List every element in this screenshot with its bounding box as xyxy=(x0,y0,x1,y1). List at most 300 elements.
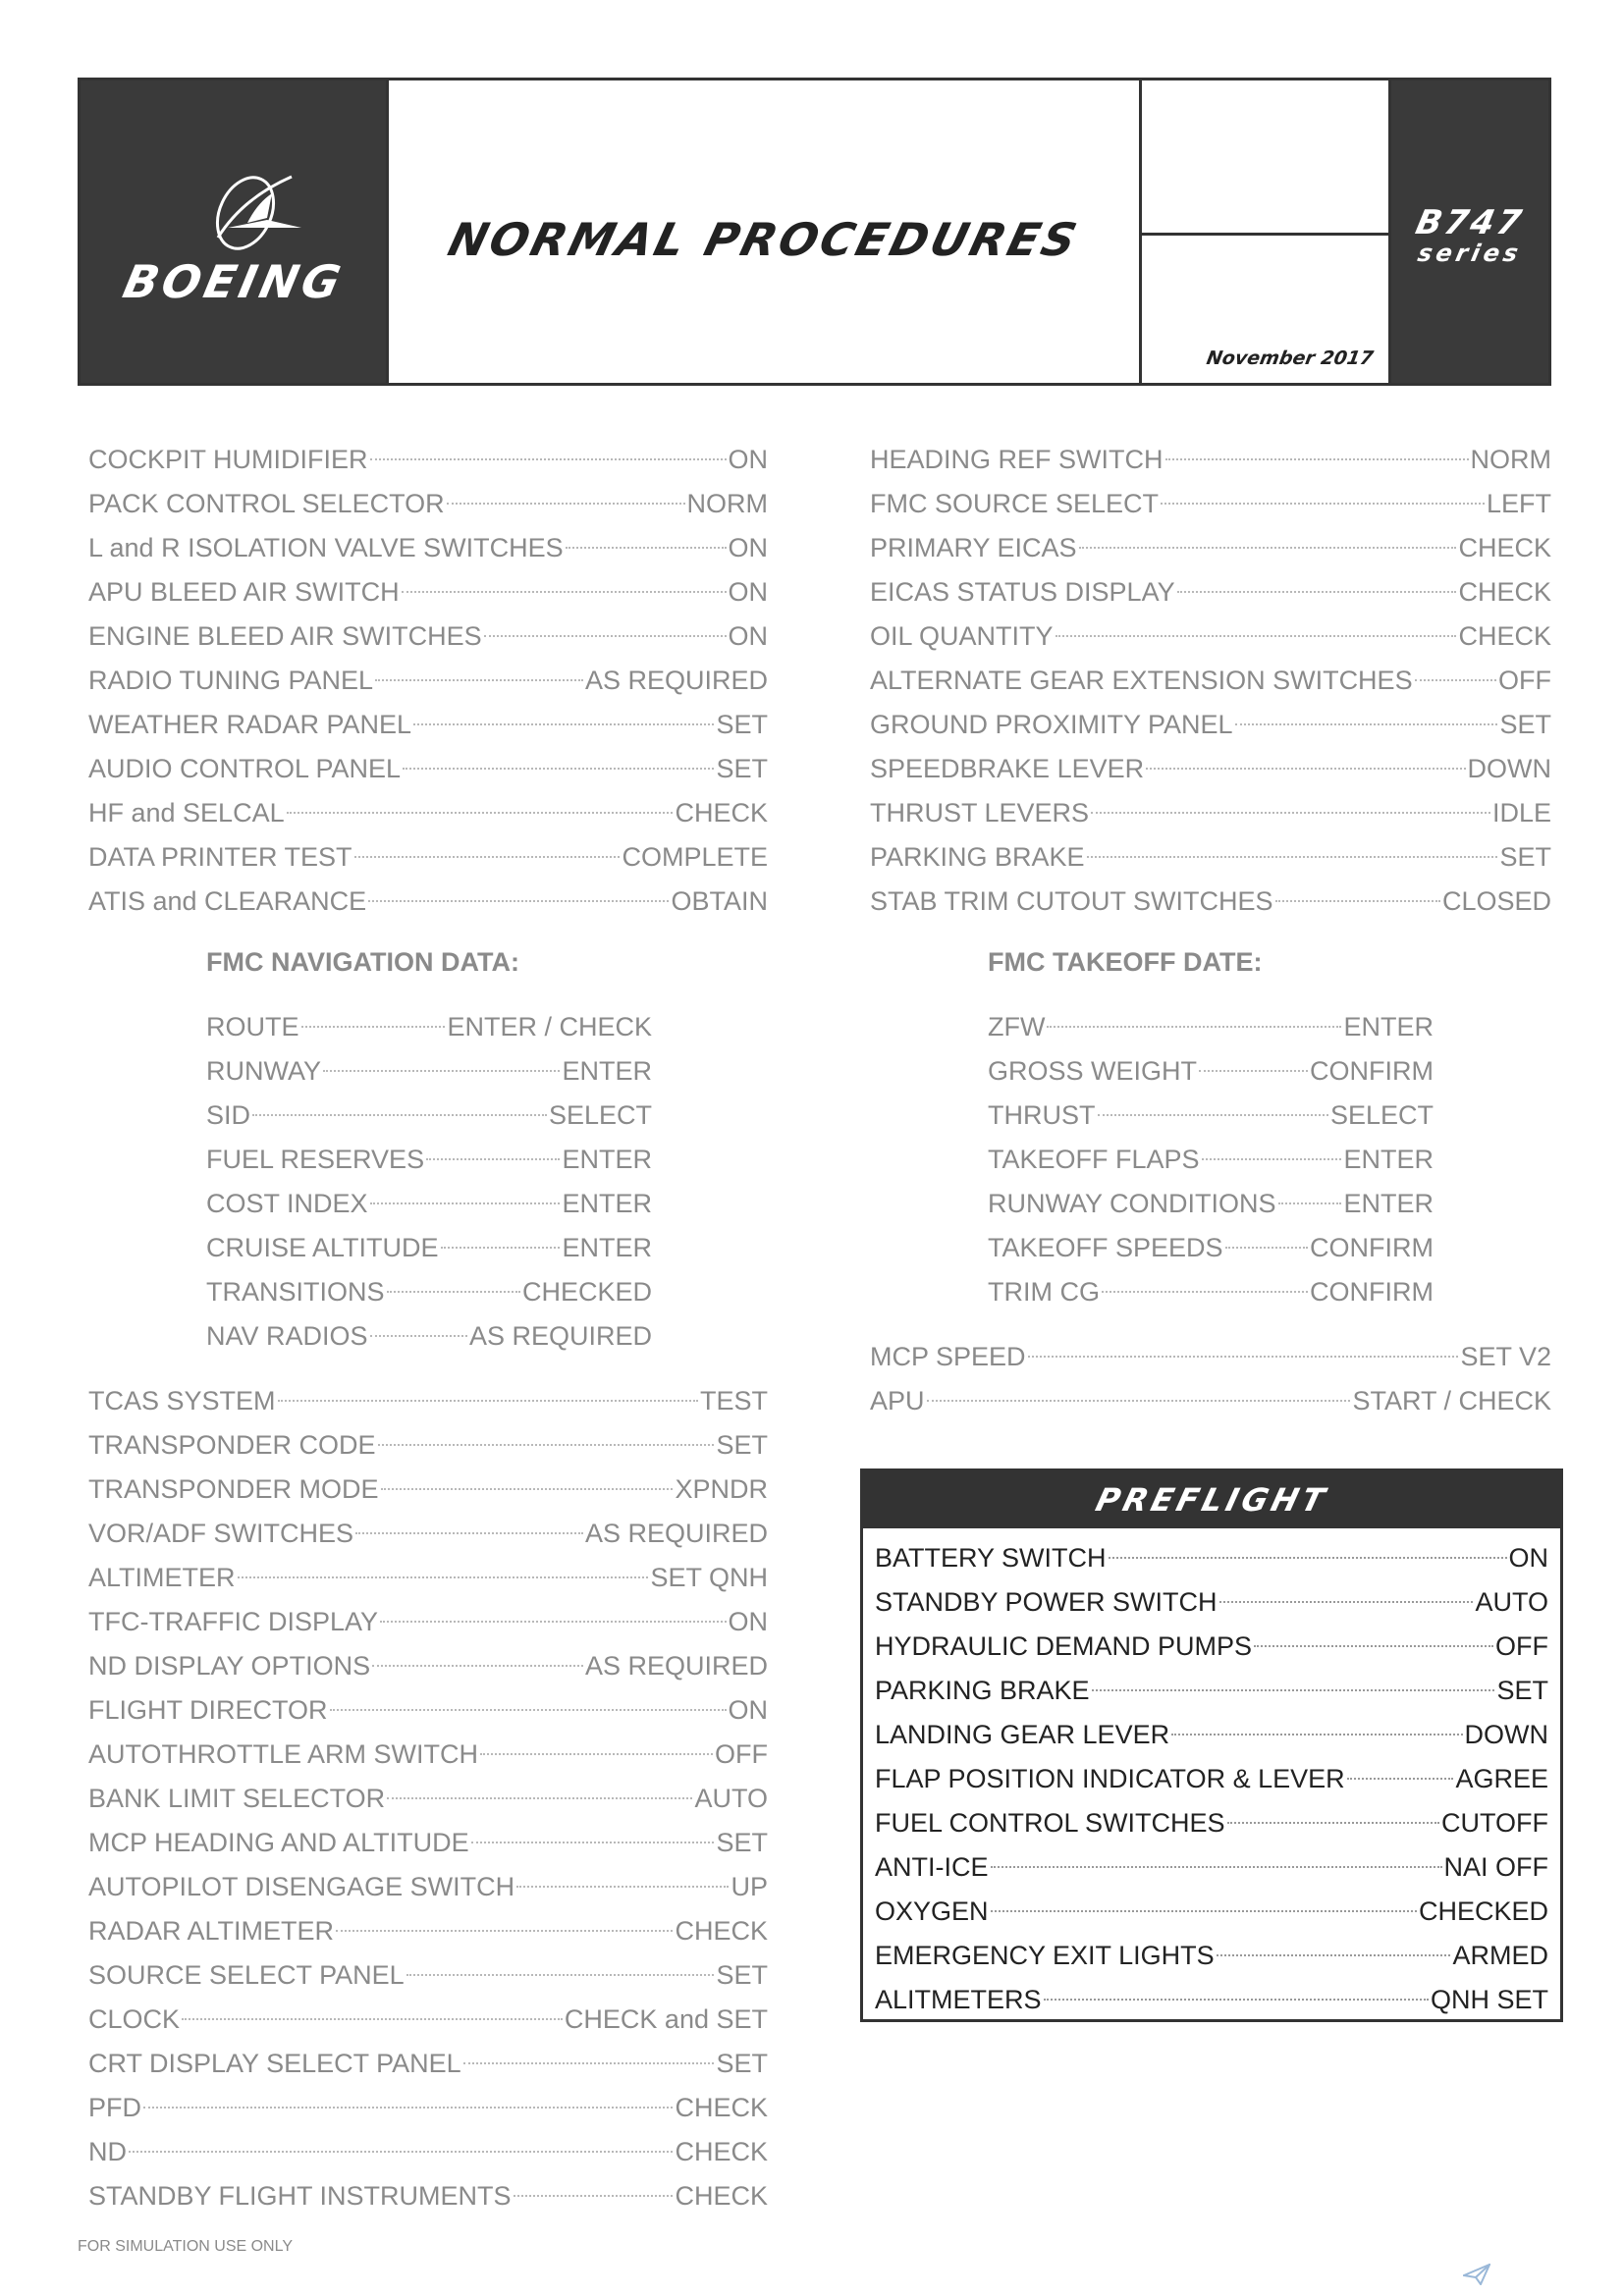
checklist-item-label: LANDING GEAR LEVER xyxy=(875,1720,1170,1749)
checklist-item-value: AUTO xyxy=(694,1784,768,1813)
leader-dots xyxy=(287,812,674,814)
checklist-row xyxy=(870,747,1551,791)
checklist-item-label: BATTERY SWITCH xyxy=(875,1543,1107,1573)
leader-dots xyxy=(1091,812,1490,814)
checklist-item-value: OFF xyxy=(1498,666,1551,695)
checklist-item-label: SID xyxy=(206,1100,251,1130)
paper-plane-icon xyxy=(1463,2264,1490,2285)
checklist-item-value: ENTER xyxy=(1343,1012,1434,1041)
leader-dots xyxy=(372,1665,583,1667)
checklist-item-label: GROSS WEIGHT xyxy=(988,1056,1198,1086)
checklist-item-value: ENTER xyxy=(562,1189,652,1218)
checklist-row xyxy=(875,1934,1548,1978)
checklist-row xyxy=(88,1953,768,1998)
checklist-item-label: PARKING BRAKE xyxy=(875,1676,1090,1705)
checklist-item-label: ROUTE xyxy=(206,1012,299,1041)
leader-dots xyxy=(375,679,583,681)
checklist-item-label: HF and SELCAL xyxy=(88,798,285,828)
checklist-row xyxy=(870,791,1551,835)
leader-dots xyxy=(927,1400,1351,1402)
leader-dots xyxy=(413,723,714,725)
checklist-item-value: ARMED xyxy=(1452,1941,1548,1970)
checklist-item-label: TAKEOFF FLAPS xyxy=(988,1145,1200,1174)
document-header xyxy=(78,78,1551,386)
leader-dots xyxy=(301,1026,446,1028)
checklist-row xyxy=(88,482,768,526)
checklist-item-value: ENTER xyxy=(562,1145,652,1174)
checklist-item-value: DOWN xyxy=(1464,1720,1548,1749)
checklist-item-value: CONFIRM xyxy=(1310,1233,1434,1262)
checklist-item-label: ALITMETERS xyxy=(875,1985,1042,2014)
checklist-item-value: QNH SET xyxy=(1430,1985,1548,2014)
checklist-row xyxy=(206,1314,652,1359)
checklist-item-value: OBTAIN xyxy=(671,886,768,916)
right-lower-checklist xyxy=(870,1335,1551,1423)
checklist-item-value: SELECT xyxy=(1329,1100,1434,1130)
checklist-item-value: CHECK xyxy=(1458,577,1551,607)
leader-dots xyxy=(1275,900,1440,902)
checklist-item-label: FUEL CONTROL SWITCHES xyxy=(875,1808,1225,1838)
leader-dots xyxy=(1087,856,1498,858)
checklist-row xyxy=(88,1379,768,1423)
leader-dots xyxy=(368,900,669,902)
checklist-item-value: SET xyxy=(716,754,768,783)
leader-dots xyxy=(1227,1822,1439,1824)
checklist-row xyxy=(88,1423,768,1468)
checklist-item-label: TRANSPONDER CODE xyxy=(88,1430,376,1460)
checklist-row xyxy=(88,1556,768,1600)
checklist-item-value: SELECT xyxy=(548,1100,652,1130)
checklist-item-label: CRUISE ALTITUDE xyxy=(206,1233,439,1262)
checklist-row xyxy=(88,1733,768,1777)
leader-dots xyxy=(336,1930,673,1932)
checklist-row xyxy=(870,438,1551,482)
checklist-item-value: ENTER / CHECK xyxy=(447,1012,652,1041)
checklist-item-label: APU xyxy=(870,1386,925,1415)
checklist-item-value: CHECK xyxy=(675,798,768,828)
checklist-item-label: SPEEDBRAKE LEVER xyxy=(870,754,1145,783)
checklist-item-label: DATA PRINTER TEST xyxy=(88,842,352,872)
checklist-row xyxy=(88,659,768,703)
left-lower-checklist xyxy=(88,1379,768,2218)
checklist-row xyxy=(88,747,768,791)
checklist-item-value: ON xyxy=(728,1607,768,1636)
checklist-row xyxy=(206,1138,652,1182)
leader-dots xyxy=(143,2107,673,2109)
checklist-row xyxy=(870,614,1551,659)
leader-dots xyxy=(403,768,714,770)
leader-dots xyxy=(355,1532,583,1534)
leader-dots xyxy=(1235,723,1498,725)
checklist-item-value: OFF xyxy=(715,1739,768,1769)
checklist-item-value: DOWN xyxy=(1467,754,1551,783)
checklist-item-value: XPNDR xyxy=(675,1474,768,1504)
checklist-item-label: EMERGENCY EXIT LIGHTS xyxy=(875,1941,1215,1970)
leader-dots xyxy=(1171,1734,1462,1735)
checklist-item-label: ALTERNATE GEAR EXTENSION SWITCHES xyxy=(870,666,1413,695)
checklist-row xyxy=(88,1512,768,1556)
checklist-item-value: TEST xyxy=(699,1386,768,1415)
checklist-item-label: PARKING BRAKE xyxy=(870,842,1085,872)
checklist-row xyxy=(870,1335,1551,1379)
leader-dots xyxy=(1278,1202,1342,1204)
checklist-item-label: L and R ISOLATION VALVE SWITCHES xyxy=(88,533,564,562)
checklist-item-value: CLOSED xyxy=(1441,886,1551,916)
leader-dots xyxy=(1254,1645,1493,1647)
checklist-item-value: SET xyxy=(1499,842,1551,872)
checklist-item-label: RUNWAY CONDITIONS xyxy=(988,1189,1276,1218)
checklist-item-label: COCKPIT HUMIDIFIER xyxy=(88,445,368,474)
checklist-item-label: GROUND PROXIMITY PANEL xyxy=(870,710,1233,739)
checklist-item-label: FMC SOURCE SELECT xyxy=(870,489,1160,518)
leader-dots xyxy=(402,591,727,593)
checklist-item-label: VOR/ADF SWITCHES xyxy=(88,1519,354,1548)
leader-dots xyxy=(370,1202,561,1204)
checklist-item-label: NAV RADIOS xyxy=(206,1321,368,1351)
checklist-row xyxy=(875,1845,1548,1890)
checklist-item-label: THRUST LEVERS xyxy=(870,798,1090,828)
checklist-row xyxy=(88,1821,768,1865)
checklist-item-label: EICAS STATUS DISPLAY xyxy=(870,577,1175,607)
checklist-item-label: COST INDEX xyxy=(206,1189,368,1218)
leader-dots xyxy=(330,1709,727,1711)
checklist-item-label: FLIGHT DIRECTOR xyxy=(88,1695,328,1725)
checklist-row xyxy=(88,526,768,570)
leader-dots xyxy=(516,1886,729,1888)
checklist-item-label: WEATHER RADAR PANEL xyxy=(88,710,412,739)
checklist-row xyxy=(88,1777,768,1821)
leader-dots xyxy=(387,1797,692,1799)
checklist-item-value: NAI OFF xyxy=(1443,1852,1548,1882)
leader-dots xyxy=(1161,503,1485,505)
checklist-item-value: AS REQUIRED xyxy=(584,1519,768,1548)
leader-dots xyxy=(1102,1291,1308,1293)
checklist-item-value: CHECK xyxy=(675,2137,768,2166)
checklist-item-value: SET V2 xyxy=(1460,1342,1551,1371)
checklist-item-value: CHECK xyxy=(1458,533,1551,562)
checklist-item-value: SET xyxy=(716,1430,768,1460)
checklist-row xyxy=(88,1468,768,1512)
checklist-row xyxy=(206,1182,652,1226)
checklist-row xyxy=(988,1005,1434,1049)
checklist-item-value: CHECK xyxy=(675,1916,768,1946)
leader-dots xyxy=(323,1070,560,1072)
checklist-item-label: MCP HEADING AND ALTITUDE xyxy=(88,1828,469,1857)
checklist-item-value: AUTO xyxy=(1475,1587,1548,1617)
leader-dots xyxy=(182,2018,563,2020)
leader-dots xyxy=(1202,1158,1342,1160)
leader-dots xyxy=(1044,1999,1429,2001)
checklist-item-label: APU BLEED AIR SWITCH xyxy=(88,577,400,607)
checklist-item-label: SOURCE SELECT PANEL xyxy=(88,1960,405,1990)
fmc-takeoff-checklist xyxy=(988,1005,1434,1314)
checklist-item-value: UP xyxy=(731,1872,768,1901)
checklist-item-value: ON xyxy=(1508,1543,1548,1573)
model-panel xyxy=(1391,80,1548,383)
checklist-item-value: IDLE xyxy=(1491,798,1551,828)
leader-dots xyxy=(1177,591,1457,593)
checklist-item-label: HYDRAULIC DEMAND PUMPS xyxy=(875,1631,1253,1661)
checklist-row xyxy=(88,1688,768,1733)
checklist-row xyxy=(206,1049,652,1094)
checklist-row xyxy=(88,880,768,924)
checklist-item-label: TFC-TRAFFIC DISPLAY xyxy=(88,1607,379,1636)
checklist-item-value: ON xyxy=(728,621,768,651)
leader-dots xyxy=(471,1842,715,1843)
brand-wordmark: BOEING xyxy=(118,255,350,308)
leader-dots xyxy=(991,1866,1442,1868)
checklist-item-label: OXYGEN xyxy=(875,1896,989,1926)
boeing-logo-panel xyxy=(81,80,389,383)
checklist-row xyxy=(988,1138,1434,1182)
checklist-item-label: TRANSITIONS xyxy=(206,1277,385,1307)
leader-dots xyxy=(406,1974,715,1976)
checklist-row xyxy=(88,1644,768,1688)
checklist-item-value: NORM xyxy=(686,489,768,518)
checklist-item-label: ENGINE BLEED AIR SWITCHES xyxy=(88,621,482,651)
checklist-item-value: START / CHECK xyxy=(1352,1386,1551,1415)
checklist-row xyxy=(88,614,768,659)
revision-date: November 2017 xyxy=(1204,347,1375,369)
checklist-row xyxy=(988,1270,1434,1314)
checklist-row xyxy=(988,1226,1434,1270)
checklist-item-label: ZFW xyxy=(988,1012,1046,1041)
title-panel xyxy=(389,80,1142,383)
leader-dots xyxy=(1165,458,1469,460)
checklist-item-label: STANDBY POWER SWITCH xyxy=(875,1587,1218,1617)
checklist-row xyxy=(88,791,768,835)
checklist-item-value: CUTOFF xyxy=(1441,1808,1548,1838)
checklist-item-label: ND DISPLAY OPTIONS xyxy=(88,1651,371,1681)
checklist-row xyxy=(88,2042,768,2086)
leader-dots xyxy=(1098,1114,1328,1116)
checklist-item-value: ENTER xyxy=(562,1056,652,1086)
checklist-row xyxy=(88,1998,768,2042)
leader-dots xyxy=(447,503,685,505)
leader-dots xyxy=(991,1910,1417,1912)
checklist-item-label: THRUST xyxy=(988,1100,1096,1130)
checklist-item-value: SET xyxy=(1496,1676,1548,1705)
checklist-row xyxy=(88,1909,768,1953)
checklist-row xyxy=(988,1049,1434,1094)
checklist-item-value: SET xyxy=(716,1960,768,1990)
checklist-item-label: AUDIO CONTROL PANEL xyxy=(88,754,402,783)
checklist-row xyxy=(870,1379,1551,1423)
checklist-item-label: AUTOPILOT DISENGAGE SWITCH xyxy=(88,1872,515,1901)
checklist-item-label: AUTOTHROTTLE ARM SWITCH xyxy=(88,1739,479,1769)
leader-dots xyxy=(463,2062,715,2064)
checklist-row xyxy=(875,1757,1548,1801)
checklist-item-value: ENTER xyxy=(562,1233,652,1262)
checklist-item-value: AS REQUIRED xyxy=(468,1321,652,1351)
checklist-item-value: CONFIRM xyxy=(1310,1277,1434,1307)
checklist-row xyxy=(88,1600,768,1644)
checklist-item-value: SET xyxy=(716,1828,768,1857)
leader-dots xyxy=(484,635,727,637)
checklist-item-value: CHECK xyxy=(675,2093,768,2122)
preflight-title: PREFLIGHT xyxy=(1091,1481,1332,1519)
preflight-header xyxy=(863,1471,1560,1528)
checklist-item-value: CHECKED xyxy=(1418,1896,1548,1926)
leader-dots xyxy=(1199,1070,1308,1072)
checklist-item-value: ON xyxy=(728,533,768,562)
checklist-item-value: SET xyxy=(1499,710,1551,739)
preflight-checklist xyxy=(875,1536,1548,2022)
checklist-row xyxy=(875,1625,1548,1669)
checklist-item-value: CHECK and SET xyxy=(564,2004,768,2034)
footer-note: FOR SIMULATION USE ONLY xyxy=(78,2238,293,2255)
checklist-item-value: LEFT xyxy=(1486,489,1551,518)
checklist-item-value: CHECKED xyxy=(521,1277,652,1307)
leader-dots xyxy=(1092,1689,1495,1691)
checklist-row xyxy=(870,659,1551,703)
checklist-item-label: RADAR ALTIMETER xyxy=(88,1916,335,1946)
checklist-item-value: AGREE xyxy=(1455,1764,1548,1793)
checklist-item-value: CONFIRM xyxy=(1310,1056,1434,1086)
leader-dots xyxy=(1347,1778,1454,1780)
leader-dots xyxy=(1028,1356,1459,1358)
leader-dots xyxy=(1079,547,1457,549)
checklist-row xyxy=(88,2130,768,2174)
checklist-item-value: ON xyxy=(728,577,768,607)
checklist-item-value: CHECK xyxy=(675,2181,768,2211)
checklist-item-value: AS REQUIRED xyxy=(584,1651,768,1681)
checklist-item-value: SET xyxy=(716,2049,768,2078)
checklist-row xyxy=(875,1669,1548,1713)
checklist-row xyxy=(875,1536,1548,1580)
checklist-item-value: SET QNH xyxy=(650,1563,768,1592)
checklist-item-label: FUEL RESERVES xyxy=(206,1145,425,1174)
checklist-item-label: OIL QUANTITY xyxy=(870,621,1054,651)
leader-dots xyxy=(370,458,727,460)
checklist-item-label: RADIO TUNING PANEL xyxy=(88,666,374,695)
checklist-row xyxy=(206,1005,652,1049)
fmc-navigation-title: FMC NAVIGATION DATA: xyxy=(206,947,519,977)
checklist-item-label: ATIS and CLEARANCE xyxy=(88,886,367,916)
checklist-item-label: PFD xyxy=(88,2093,141,2122)
checklist-row xyxy=(988,1182,1434,1226)
checklist-item-value: ON xyxy=(728,1695,768,1725)
date-panel-divider xyxy=(1142,233,1388,236)
checklist-item-label: ND xyxy=(88,2137,127,2166)
checklist-item-label: TRIM CG xyxy=(988,1277,1100,1307)
checklist-row xyxy=(88,835,768,880)
fmc-takeoff-title: FMC TAKEOFF DATE: xyxy=(988,947,1263,977)
preflight-box xyxy=(860,1468,1563,2022)
checklist-item-label: ALTIMETER xyxy=(88,1563,236,1592)
leader-dots xyxy=(1056,635,1457,637)
date-panel xyxy=(1142,80,1391,383)
leader-dots xyxy=(1217,1954,1451,1956)
checklist-item-label: STAB TRIM CUTOUT SWITCHES xyxy=(870,886,1273,916)
leader-dots xyxy=(381,1488,674,1490)
leader-dots xyxy=(1146,768,1465,770)
leader-dots xyxy=(480,1753,713,1755)
checklist-row xyxy=(206,1270,652,1314)
checklist-item-value: ENTER xyxy=(1343,1189,1434,1218)
checklist-item-label: TRANSPONDER MODE xyxy=(88,1474,379,1504)
checklist-row xyxy=(88,2086,768,2130)
checklist-row xyxy=(88,2174,768,2218)
leader-dots xyxy=(514,2195,674,2197)
checklist-row xyxy=(875,1890,1548,1934)
leader-dots xyxy=(278,1400,698,1402)
checklist-item-label: ANTI-ICE xyxy=(875,1852,989,1882)
checklist-row xyxy=(875,1580,1548,1625)
checklist-item-label: FLAP POSITION INDICATOR & LEVER xyxy=(875,1764,1345,1793)
checklist-item-label: CRT DISPLAY SELECT PANEL xyxy=(88,2049,461,2078)
checklist-row xyxy=(88,1865,768,1909)
checklist-row xyxy=(88,570,768,614)
leader-dots xyxy=(1415,679,1496,681)
checklist-item-value: CHECK xyxy=(1458,621,1551,651)
checklist-row xyxy=(870,835,1551,880)
leader-dots xyxy=(370,1335,467,1337)
leader-dots xyxy=(1225,1247,1308,1249)
checklist-row xyxy=(206,1094,652,1138)
page-title: NORMAL PROCEDURES xyxy=(443,213,1085,266)
leader-dots xyxy=(566,547,727,549)
checklist-item-label: TAKEOFF SPEEDS xyxy=(988,1233,1223,1262)
aircraft-model: B747 xyxy=(1412,203,1528,242)
leader-dots xyxy=(1219,1601,1474,1603)
checklist-item-label: TCAS SYSTEM xyxy=(88,1386,276,1415)
checklist-row xyxy=(88,703,768,747)
checklist-item-value: ON xyxy=(728,445,768,474)
leader-dots xyxy=(129,2151,673,2153)
left-main-checklist xyxy=(88,438,768,924)
fmc-navigation-checklist xyxy=(206,1005,652,1359)
checklist-row xyxy=(870,703,1551,747)
checklist-row xyxy=(870,570,1551,614)
checklist-item-value: OFF xyxy=(1495,1631,1548,1661)
checklist-item-label: PRIMARY EICAS xyxy=(870,533,1077,562)
checklist-row xyxy=(870,526,1551,570)
checklist-row xyxy=(875,1713,1548,1757)
model-series-label: series xyxy=(1415,240,1525,267)
checklist-item-value: NORM xyxy=(1470,445,1551,474)
checklist-item-label: PACK CONTROL SELECTOR xyxy=(88,489,445,518)
checklist-item-value: COMPLETE xyxy=(622,842,768,872)
checklist-item-label: STANDBY FLIGHT INSTRUMENTS xyxy=(88,2181,512,2211)
checklist-row xyxy=(870,482,1551,526)
leader-dots xyxy=(441,1247,561,1249)
checklist-row xyxy=(206,1226,652,1270)
boeing-symbol-icon xyxy=(198,169,306,257)
checklist-row xyxy=(88,438,768,482)
checklist-item-label: HEADING REF SWITCH xyxy=(870,445,1164,474)
leader-dots xyxy=(1109,1557,1507,1559)
checklist-row xyxy=(988,1094,1434,1138)
checklist-item-value: AS REQUIRED xyxy=(584,666,768,695)
leader-dots xyxy=(238,1576,649,1578)
checklist-row xyxy=(875,1801,1548,1845)
leader-dots xyxy=(252,1114,547,1116)
checklist-item-value: SET xyxy=(716,710,768,739)
checklist-item-label: RUNWAY xyxy=(206,1056,321,1086)
checklist-item-label: CLOCK xyxy=(88,2004,181,2034)
checklist-item-value: ENTER xyxy=(1343,1145,1434,1174)
checklist-row xyxy=(870,880,1551,924)
leader-dots xyxy=(378,1444,715,1446)
checklist-item-label: BANK LIMIT SELECTOR xyxy=(88,1784,386,1813)
checklist-item-label: MCP SPEED xyxy=(870,1342,1026,1371)
leader-dots xyxy=(380,1621,726,1623)
leader-dots xyxy=(387,1291,520,1293)
leader-dots xyxy=(1047,1026,1341,1028)
leader-dots xyxy=(426,1158,560,1160)
checklist-row xyxy=(875,1978,1548,2022)
